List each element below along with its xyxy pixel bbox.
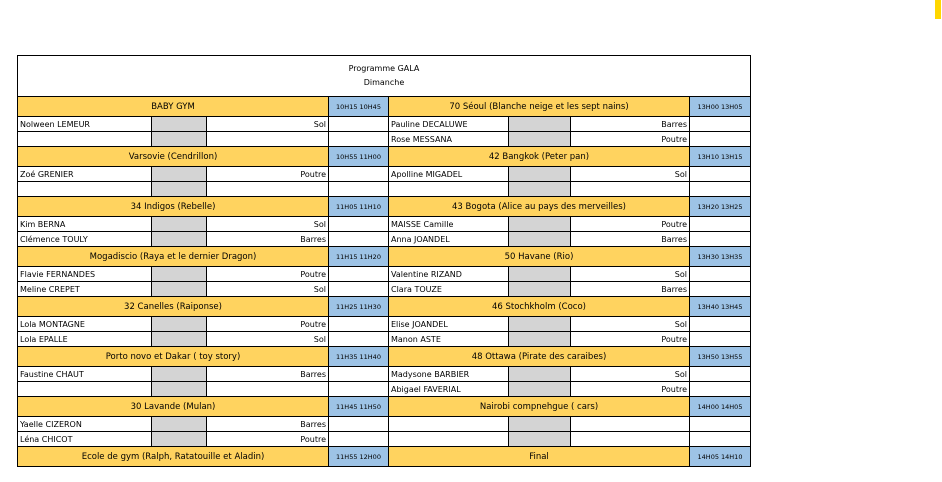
right-group-time: 13H20 13H25 bbox=[690, 197, 751, 217]
left-gymnast-name: Clémence TOULY bbox=[18, 232, 152, 247]
right-group-header: 50 Havane (Rio) bbox=[389, 247, 690, 267]
table-row bbox=[18, 267, 751, 282]
right-gymnast-name: Clara TOUZE bbox=[389, 282, 509, 297]
right-gymnast-name: Valentine RIZAND bbox=[389, 267, 509, 282]
right-gray-cell bbox=[509, 317, 571, 332]
right-gray-cell bbox=[509, 167, 571, 182]
left-gray-cell bbox=[152, 432, 207, 447]
left-gymnast-name: Nolween LEMEUR bbox=[18, 117, 152, 132]
right-gray-cell bbox=[509, 282, 571, 297]
group-row bbox=[18, 347, 751, 367]
right-gray-cell bbox=[509, 117, 571, 132]
right-gymnast-name: Abigael FAVERIAL bbox=[389, 382, 509, 397]
right-empty-cell bbox=[690, 167, 751, 182]
right-empty-cell bbox=[690, 367, 751, 382]
right-apparatus: Barres bbox=[571, 282, 690, 297]
right-apparatus: Barres bbox=[571, 232, 690, 247]
gala-schedule-table bbox=[17, 55, 751, 467]
left-gray-cell bbox=[152, 332, 207, 347]
right-empty-cell bbox=[690, 282, 751, 297]
left-gray-cell bbox=[152, 317, 207, 332]
right-empty-cell bbox=[690, 132, 751, 147]
left-apparatus: Barres bbox=[207, 232, 329, 247]
right-empty-cell bbox=[690, 432, 751, 447]
left-gymnast-name: Kim BERNA bbox=[18, 217, 152, 232]
right-apparatus: Poutre bbox=[571, 382, 690, 397]
left-group-time: 10H15 10H45 bbox=[329, 97, 389, 117]
right-apparatus: Poutre bbox=[571, 332, 690, 347]
right-group-header: Nairobi compnehgue ( cars) bbox=[389, 397, 690, 417]
right-empty-cell bbox=[690, 317, 751, 332]
group-row bbox=[18, 197, 751, 217]
left-apparatus: Sol bbox=[207, 332, 329, 347]
table-row bbox=[18, 217, 751, 232]
left-gymnast-name bbox=[18, 382, 152, 397]
left-empty-cell bbox=[329, 182, 389, 197]
page-title: Programme GALA bbox=[348, 64, 420, 73]
left-empty-cell bbox=[329, 317, 389, 332]
left-gray-cell bbox=[152, 367, 207, 382]
left-gymnast-name: Yaelle CIZERON bbox=[18, 417, 152, 432]
table-row bbox=[18, 417, 751, 432]
right-gymnast-name: Anna JOANDEL bbox=[389, 232, 509, 247]
group-row bbox=[18, 297, 751, 317]
left-empty-cell bbox=[329, 267, 389, 282]
left-empty-cell bbox=[329, 167, 389, 182]
left-gymnast-name: Meline CREPET bbox=[18, 282, 152, 297]
right-empty-cell bbox=[690, 417, 751, 432]
left-empty-cell bbox=[329, 417, 389, 432]
right-group-time: 13H30 13H35 bbox=[690, 247, 751, 267]
left-gray-cell bbox=[152, 117, 207, 132]
right-group-header: 43 Bogota (Alice au pays des merveilles) bbox=[389, 197, 690, 217]
right-empty-cell bbox=[690, 232, 751, 247]
left-group-header: 34 Indigos (Rebelle) bbox=[18, 197, 329, 217]
left-gray-cell bbox=[152, 217, 207, 232]
table-row bbox=[18, 317, 751, 332]
left-gymnast-name: Zoé GRENIER bbox=[18, 167, 152, 182]
left-gray-cell bbox=[152, 232, 207, 247]
right-group-header: 46 Stochkholm (Coco) bbox=[389, 297, 690, 317]
group-row bbox=[18, 397, 751, 417]
group-row bbox=[18, 147, 751, 167]
right-gymnast-name bbox=[389, 417, 509, 432]
left-gymnast-name: Lola EPALLE bbox=[18, 332, 152, 347]
group-row bbox=[18, 247, 751, 267]
table-row bbox=[18, 282, 751, 297]
left-group-header: Mogadiscio (Raya et le dernier Dragon) bbox=[18, 247, 329, 267]
left-empty-cell bbox=[329, 232, 389, 247]
right-group-time: 14H05 14H10 bbox=[690, 447, 751, 467]
left-group-header: BABY GYM bbox=[18, 97, 329, 117]
left-gymnast-name bbox=[18, 132, 152, 147]
left-empty-cell bbox=[329, 117, 389, 132]
left-apparatus: Poutre bbox=[207, 167, 329, 182]
right-gray-cell bbox=[509, 217, 571, 232]
right-gray-cell bbox=[509, 232, 571, 247]
left-gray-cell bbox=[152, 132, 207, 147]
right-apparatus: Sol bbox=[571, 317, 690, 332]
left-gray-cell bbox=[152, 267, 207, 282]
left-gray-cell bbox=[152, 182, 207, 197]
left-group-time: 11H35 11H40 bbox=[329, 347, 389, 367]
right-group-header: 48 Ottawa (Pirate des caraibes) bbox=[389, 347, 690, 367]
left-group-header: 30 Lavande (Mulan) bbox=[18, 397, 329, 417]
left-gray-cell bbox=[152, 417, 207, 432]
left-group-time: 11H25 11H30 bbox=[329, 297, 389, 317]
right-apparatus: Poutre bbox=[571, 217, 690, 232]
right-gymnast-name: Pauline DECALUWE bbox=[389, 117, 509, 132]
right-apparatus bbox=[571, 432, 690, 447]
left-apparatus: Barres bbox=[207, 367, 329, 382]
page-subtitle: Dimanche bbox=[363, 78, 405, 87]
left-apparatus: Sol bbox=[207, 217, 329, 232]
left-gymnast-name bbox=[18, 182, 152, 197]
left-gymnast-name: Faustine CHAUT bbox=[18, 367, 152, 382]
right-apparatus: Sol bbox=[571, 367, 690, 382]
right-gymnast-name bbox=[389, 432, 509, 447]
yellow-marker bbox=[935, 0, 941, 19]
right-apparatus: Sol bbox=[571, 267, 690, 282]
table-row bbox=[18, 167, 751, 182]
left-group-header: Ecole de gym (Ralph, Ratatouille et Aladin) bbox=[18, 447, 329, 467]
left-apparatus bbox=[207, 182, 329, 197]
right-gray-cell bbox=[509, 382, 571, 397]
right-gymnast-name: Apolline MIGADEL bbox=[389, 167, 509, 182]
table-row bbox=[18, 117, 751, 132]
right-group-header: 70 Séoul (Blanche neige et les sept nains) bbox=[389, 97, 690, 117]
left-group-time: 11H45 11H50 bbox=[329, 397, 389, 417]
right-empty-cell bbox=[690, 382, 751, 397]
left-apparatus: Poutre bbox=[207, 267, 329, 282]
left-gray-cell bbox=[152, 382, 207, 397]
right-group-time: 13H10 13H15 bbox=[690, 147, 751, 167]
left-empty-cell bbox=[329, 217, 389, 232]
left-empty-cell bbox=[329, 367, 389, 382]
table-row bbox=[18, 132, 751, 147]
right-gymnast-name bbox=[389, 182, 509, 197]
left-group-header: Porto novo et Dakar ( toy story) bbox=[18, 347, 329, 367]
right-apparatus bbox=[571, 182, 690, 197]
right-empty-cell bbox=[690, 332, 751, 347]
right-gray-cell bbox=[509, 182, 571, 197]
left-group-header: Varsovie (Cendrillon) bbox=[18, 147, 329, 167]
table-row bbox=[18, 232, 751, 247]
left-group-time: 11H15 11H20 bbox=[329, 247, 389, 267]
group-row bbox=[18, 447, 751, 467]
right-gray-cell bbox=[509, 367, 571, 382]
right-apparatus: Sol bbox=[571, 167, 690, 182]
left-apparatus: Barres bbox=[207, 417, 329, 432]
left-apparatus bbox=[207, 382, 329, 397]
right-gray-cell bbox=[509, 267, 571, 282]
left-gray-cell bbox=[152, 282, 207, 297]
left-group-time: 11H05 11H10 bbox=[329, 197, 389, 217]
left-gymnast-name: Lola MONTAGNE bbox=[18, 317, 152, 332]
right-group-time: 13H50 13H55 bbox=[690, 347, 751, 367]
left-group-header: 32 Canelles (Raiponse) bbox=[18, 297, 329, 317]
left-apparatus: Sol bbox=[207, 117, 329, 132]
left-group-time: 11H55 12H00 bbox=[329, 447, 389, 467]
left-apparatus: Poutre bbox=[207, 432, 329, 447]
group-row bbox=[18, 97, 751, 117]
right-gray-cell bbox=[509, 332, 571, 347]
title-cell bbox=[18, 56, 751, 97]
left-empty-cell bbox=[329, 332, 389, 347]
left-apparatus bbox=[207, 132, 329, 147]
left-empty-cell bbox=[329, 132, 389, 147]
right-group-time: 14H00 14H05 bbox=[690, 397, 751, 417]
right-group-header: 42 Bangkok (Peter pan) bbox=[389, 147, 690, 167]
left-gymnast-name: Flavie FERNANDES bbox=[18, 267, 152, 282]
left-apparatus: Sol bbox=[207, 282, 329, 297]
right-empty-cell bbox=[690, 182, 751, 197]
right-group-time: 13H40 13H45 bbox=[690, 297, 751, 317]
right-empty-cell bbox=[690, 117, 751, 132]
right-gymnast-name: Rose MESSANA bbox=[389, 132, 509, 147]
right-empty-cell bbox=[690, 267, 751, 282]
right-gymnast-name: Elise JOANDEL bbox=[389, 317, 509, 332]
right-gray-cell bbox=[509, 432, 571, 447]
right-gymnast-name: Madysone BARBIER bbox=[389, 367, 509, 382]
left-group-time: 10H55 11H00 bbox=[329, 147, 389, 167]
right-gray-cell bbox=[509, 132, 571, 147]
left-gymnast-name: Léna CHICOT bbox=[18, 432, 152, 447]
right-gray-cell bbox=[509, 417, 571, 432]
left-empty-cell bbox=[329, 282, 389, 297]
right-group-time: 13H00 13H05 bbox=[690, 97, 751, 117]
table-row bbox=[18, 367, 751, 382]
left-apparatus: Poutre bbox=[207, 317, 329, 332]
right-gymnast-name: Manon ASTE bbox=[389, 332, 509, 347]
left-empty-cell bbox=[329, 432, 389, 447]
table-row bbox=[18, 382, 751, 397]
left-gray-cell bbox=[152, 167, 207, 182]
table-row bbox=[18, 182, 751, 197]
right-apparatus: Poutre bbox=[571, 132, 690, 147]
left-empty-cell bbox=[329, 382, 389, 397]
table-row bbox=[18, 332, 751, 347]
table-row bbox=[18, 432, 751, 447]
right-group-header: Final bbox=[389, 447, 690, 467]
right-apparatus bbox=[571, 417, 690, 432]
right-apparatus: Barres bbox=[571, 117, 690, 132]
right-empty-cell bbox=[690, 217, 751, 232]
right-gymnast-name: MAISSE Camille bbox=[389, 217, 509, 232]
